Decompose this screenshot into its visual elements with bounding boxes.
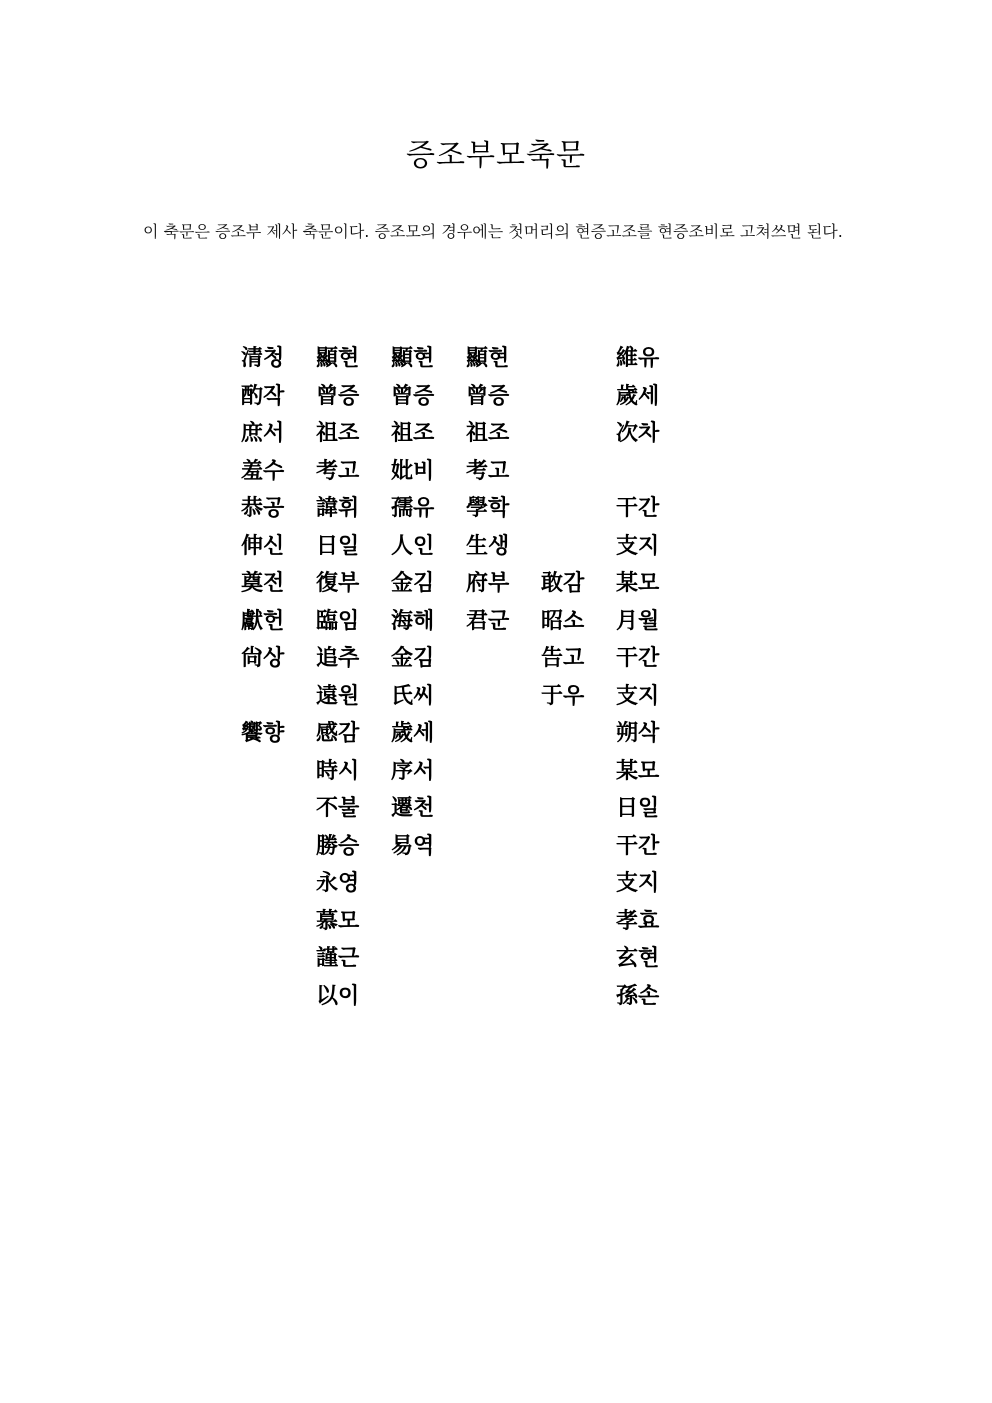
text-cell: 永영 <box>316 870 360 896</box>
text-cell: 遠원 <box>316 682 360 709</box>
text-cell: 氏씨 <box>391 682 435 709</box>
text-cell: 祖조 <box>316 420 360 446</box>
text-cell: 慕모 <box>316 907 360 934</box>
text-cell: 易역 <box>391 832 435 859</box>
text-cell: 謹근 <box>316 945 360 971</box>
text-cell: 支지 <box>616 682 660 709</box>
text-cell: 朔삭 <box>616 720 660 746</box>
text-cell: 奠전 <box>241 570 285 596</box>
text-cell: 顯현 <box>466 345 510 371</box>
text-cell: 于우 <box>541 682 585 709</box>
text-cell: 羞수 <box>241 457 285 484</box>
text-cell: 庶서 <box>241 420 285 446</box>
text-cell: 昭소 <box>541 607 585 634</box>
text-cell: 祖조 <box>391 420 435 446</box>
text-cell: 酌작 <box>241 382 285 409</box>
text-cell: 考고 <box>466 457 510 484</box>
text-cell: 某모 <box>616 757 660 784</box>
text-cell: 干간 <box>616 832 660 859</box>
text-cell: 顯현 <box>391 345 435 371</box>
text-cell: 感감 <box>316 720 360 746</box>
text-cell: 日일 <box>616 795 660 821</box>
text-cell: 君군 <box>466 607 510 634</box>
text-cell: 尙상 <box>241 645 285 671</box>
text-cell: 告고 <box>541 645 585 671</box>
text-cell: 金김 <box>391 645 435 671</box>
text-cell: 干간 <box>616 495 660 521</box>
text-cell: 維유 <box>616 345 660 371</box>
text-cell: 金김 <box>391 570 435 596</box>
text-cell: 日일 <box>316 532 360 559</box>
text-cell: 孝효 <box>616 907 660 934</box>
text-cell: 學학 <box>466 495 510 521</box>
text-cell: 敢감 <box>541 570 585 596</box>
text-cell: 歲세 <box>391 720 435 746</box>
text-cell: 顯현 <box>316 345 360 371</box>
text-cell: 恭공 <box>241 495 285 521</box>
text-cell: 臨임 <box>316 607 360 634</box>
text-cell: 序서 <box>391 757 435 784</box>
text-cell: 妣비 <box>391 457 435 484</box>
text-cell: 饗향 <box>241 720 285 746</box>
text-cell: 月월 <box>616 607 660 634</box>
text-cell: 玄현 <box>616 945 660 971</box>
text-cell: 人인 <box>391 532 435 559</box>
text-cell: 勝승 <box>316 832 360 859</box>
text-cell: 曾증 <box>316 382 360 409</box>
text-cell: 支지 <box>616 532 660 559</box>
text-cell: 時시 <box>316 757 360 784</box>
text-cell: 孺유 <box>391 495 435 521</box>
text-cell: 支지 <box>616 870 660 896</box>
text-cell: 歲세 <box>616 382 660 409</box>
text-cell: 干간 <box>616 645 660 671</box>
text-cell: 曾증 <box>391 382 435 409</box>
text-cell: 伸신 <box>241 532 285 559</box>
text-cell: 府부 <box>466 570 510 596</box>
text-cell: 諱휘 <box>316 495 360 521</box>
text-cell: 生생 <box>466 532 510 559</box>
text-cell: 不불 <box>316 795 360 821</box>
text-cell: 清청 <box>241 345 285 371</box>
text-cell: 祖조 <box>466 420 510 446</box>
text-cell: 考고 <box>316 457 360 484</box>
page-title: 증조부모축문 <box>406 138 586 173</box>
intro-paragraph: 이 축문은 증조부 제사 축문이다. 증조모의 경우에는 첫머리의 현증고조를 현증조비로 고쳐쓰면 된다. <box>143 222 843 241</box>
ritual-text-grid <box>241 340 701 1030</box>
text-cell: 獻헌 <box>241 607 285 634</box>
text-cell: 孫손 <box>616 982 660 1009</box>
text-cell: 某모 <box>616 570 660 596</box>
text-cell: 曾증 <box>466 382 510 409</box>
text-cell: 復부 <box>316 570 360 596</box>
text-cell: 次차 <box>616 420 660 446</box>
text-cell: 遷천 <box>391 795 435 821</box>
text-cell: 以이 <box>316 982 360 1009</box>
text-cell: 海해 <box>391 607 435 634</box>
text-cell: 追추 <box>316 645 360 671</box>
